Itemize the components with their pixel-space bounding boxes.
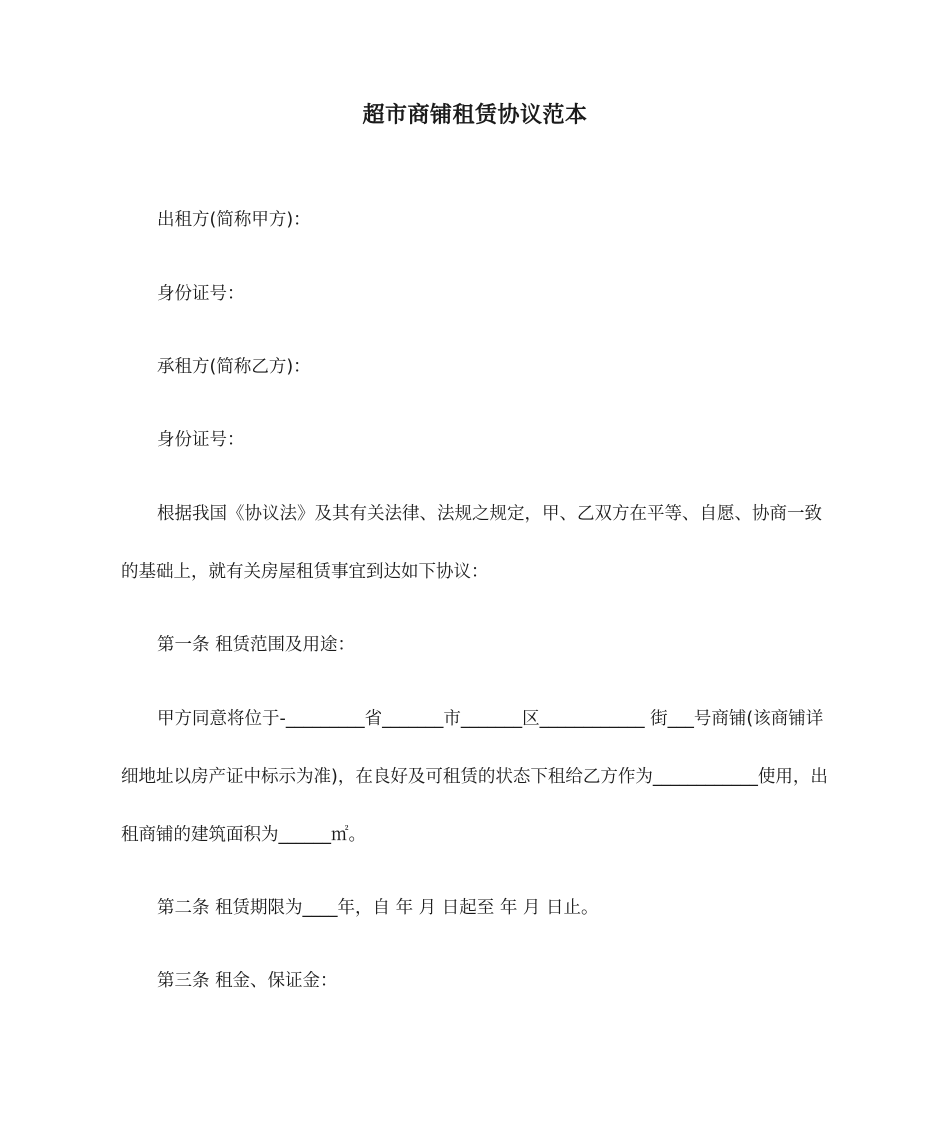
preamble-paragraph: 根据我国《协议法》及其有关法律、法规之规定，甲、乙双方在平等、自愿、协商一致的基础上，就有关房屋租赁事宜到达如下协议： (121, 504, 822, 582)
article-1-body: 甲方同意将位于-_________省_______市_______区____________ 街___号商铺(该商铺详细地址以房产证中标示为准)，在良好及可租赁的状态下租给乙方作为____________使用，出租商铺的建筑面积为______㎡。 (121, 709, 828, 845)
lessor-id-line: 身份证号： (157, 284, 245, 304)
article-2: 第二条 租赁期限为____年，自 年 月 日起至 年 月 日止。 (157, 898, 599, 918)
article-1-heading: 第一条 租赁范围及用途： (157, 635, 356, 655)
lessee-id-line: 身份证号： (157, 430, 245, 450)
article-3-heading: 第三条 租金、保证金： (157, 971, 338, 991)
lessor-line: 出租方(简称甲方)： (157, 210, 311, 230)
document-title: 超市商铺租赁协议范本 (362, 103, 588, 128)
lessee-line: 承租方(简称乙方)： (157, 357, 311, 377)
